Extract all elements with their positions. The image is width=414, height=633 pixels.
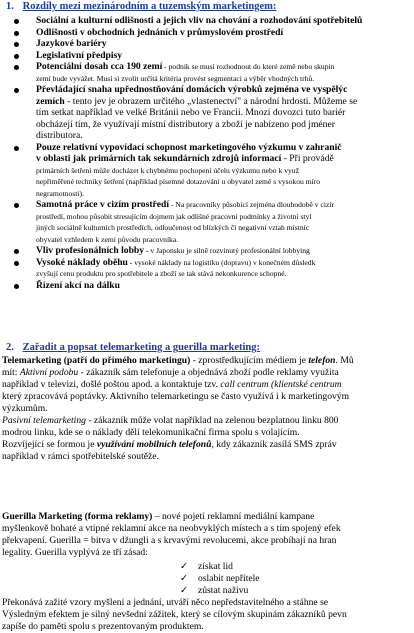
text-line — [36, 188, 414, 200]
section-1-number: 1. — [6, 1, 14, 12]
text-run: - tento jev je obrazem určitého „vlastenectví" a národní hrdosti. Můžeme se — [64, 95, 358, 107]
list-item-text — [36, 245, 414, 257]
text-run: call centrum (klientské centrum — [220, 379, 342, 390]
text-line — [2, 535, 341, 547]
text-line — [36, 280, 414, 292]
text-line — [2, 355, 354, 367]
text-line — [36, 15, 414, 27]
list-item-text — [36, 15, 414, 27]
text-run: legality. Guerilla vyplývá ze tří zásad: — [2, 547, 148, 558]
list-item — [0, 245, 414, 257]
text-run: Odlišnosti v obchodních jednáních v průmyslovém prostředí — [36, 26, 284, 38]
guerilla-paragraph — [2, 511, 341, 559]
text-run: mít: — [2, 367, 20, 378]
text-run: modrou linku, kde se o náklady dělí telekomunikační firma spolu s volajícím. — [2, 427, 300, 438]
list-item-text — [36, 27, 414, 39]
text-run: . Mů — [335, 355, 354, 366]
check-item-label: zůstat naživu — [198, 585, 249, 596]
list-item-text — [36, 38, 414, 50]
text-line — [2, 547, 341, 559]
section-2-title: Zařadit a popsat telemarketing a guerilla marketing: — [22, 342, 261, 353]
text-run: - Na pracovníky působící zejména dlouhodobě v cizír — [169, 200, 334, 209]
bullet-icon — [14, 31, 19, 36]
text-line — [36, 27, 414, 39]
text-line — [2, 597, 347, 609]
list-item — [0, 50, 414, 62]
list-item-text — [36, 84, 414, 142]
text-run: Sociální a kulturní odlišnosti a jejich vliv na chování a rozhodování spotřebitelů — [36, 15, 363, 26]
text-run: primárních šetření může docházet k chybnému pochopení účelu výzkumu nebo k využ — [36, 165, 299, 175]
text-line — [36, 107, 414, 119]
bullet-icon — [14, 146, 19, 151]
bullet-icon — [14, 88, 19, 93]
list-item — [0, 257, 414, 280]
text-line — [36, 84, 414, 96]
text-line — [36, 234, 414, 246]
check-item-label: získat lid — [198, 561, 233, 572]
text-line — [2, 403, 354, 415]
list-item — [0, 38, 414, 50]
telemarketing-paragraphs — [2, 355, 354, 463]
text-run: Guerilla Marketing (forma reklamy) — [2, 511, 153, 522]
text-run: Překonává zažité vzory myšlení a jednání, utváří něco nepředstavitelného a stáhne se — [2, 597, 329, 608]
text-run: nepřiměřené techniky šetření (například písemné dotazování u obyvatel země s vysokou míro — [36, 177, 321, 186]
closing-paragraph — [2, 597, 347, 633]
bullet-icon — [14, 284, 19, 289]
text-run: zapíše do paměti spolu s prezentovaným produktem. — [2, 621, 204, 632]
bullet-icon — [14, 54, 19, 59]
text-line — [36, 119, 414, 131]
text-line — [2, 427, 354, 439]
text-run: obyvatel vzhledem k zemi původu pracovníka. — [36, 234, 179, 244]
text-line — [36, 176, 414, 188]
text-run: Samotná práce v cizím prostředí — [36, 199, 170, 210]
text-line — [36, 38, 414, 50]
text-run: Pasivní telemarketing — [2, 415, 86, 426]
section-1-title: Rozdíly mezi mezinárodním a tuzemským marketingem: — [22, 1, 277, 12]
text-run: v oblasti jak primárních tak sekundárních zdrojů informací — [36, 153, 282, 164]
list-item-text — [36, 280, 414, 292]
text-run: například v rámci spotřebitelské soutěže. — [2, 451, 159, 462]
text-run: Řízení akcí na dálku — [36, 279, 120, 291]
text-run: zemích — [36, 95, 65, 107]
text-line — [36, 257, 414, 269]
bullet-icon — [14, 19, 19, 24]
text-run: - zprostředkujícím médiem je — [190, 355, 309, 366]
text-run: Aktivní podobu — [19, 367, 79, 378]
text-run: výzkumům. — [2, 403, 48, 414]
text-line — [2, 391, 354, 403]
text-run: Legislativní předpisy — [36, 49, 123, 61]
list-item-text — [36, 50, 414, 62]
text-line — [36, 199, 414, 211]
bullet-icon — [14, 261, 19, 266]
text-run: distributora. — [36, 130, 83, 141]
text-line — [2, 415, 354, 427]
list-item — [0, 61, 414, 84]
text-run: obcházejí tím, že využívají místní distributory a zboží je nabízeno pod jméner — [36, 118, 335, 130]
check-item — [180, 573, 260, 585]
check-item-label: oslabit nepřítele — [198, 573, 260, 584]
text-line — [36, 50, 414, 62]
text-line — [2, 523, 341, 535]
text-run: Vysoké náklady oběhu — [36, 256, 128, 268]
bullet-icon — [14, 42, 19, 47]
text-run: – nové pojetí reklamní mediální kampane — [152, 511, 315, 522]
list-item — [0, 84, 414, 142]
text-run: Pouze relativní vypovídací schopnost marketingového výzkumu v zahranič — [36, 141, 342, 153]
text-run: Potenciální dosah cca 190 zemí — [36, 61, 163, 72]
text-run: Telemarketing (patří do přímého marketingu) — [2, 355, 191, 366]
text-line — [36, 142, 414, 154]
text-run: Výsledným efektem je silný nevšední zážitek, který se cílovým skupinám zákazníků pevn — [2, 609, 347, 620]
text-line — [2, 511, 341, 523]
list-item — [0, 280, 414, 292]
bullet-icon — [14, 203, 19, 208]
list-item — [0, 199, 414, 245]
text-line — [36, 130, 414, 142]
text-run: tím setkat například ve velké Británii nebo ve Francii. Mnozí dovozci tuto bariér — [36, 107, 346, 118]
text-run: - podnik se musí rozhodnout do které země nebo skupin — [162, 62, 335, 71]
text-run: prostředí, mohou působit stresujícím dojmem jak odlišné pracovní podmínky a životní styl — [36, 211, 312, 221]
list-item-text — [36, 257, 414, 280]
text-run: jiných sociálně kulturních prostředích, odloučenost od blízkých či negativní vztah místníc — [36, 223, 310, 232]
text-line — [36, 96, 414, 108]
text-line — [36, 165, 414, 177]
check-item — [180, 585, 260, 597]
section-2-number: 2. — [6, 342, 14, 353]
list-item — [0, 15, 414, 27]
text-run: Převládající snaha upřednostňování domácích výrobků zejména ve vyspělýc — [36, 84, 348, 95]
text-line — [36, 222, 414, 234]
text-line — [2, 451, 354, 463]
text-run: Vliv profesionálních lobby — [36, 245, 145, 256]
differences-bullet-list — [0, 15, 414, 291]
text-run: - vysoké náklady na logistiku (dopravu) v konečném důsledk — [127, 257, 316, 267]
text-line — [36, 268, 414, 280]
text-run: zemí bude vyvážet. Musí si zvolit určitá kritéria provést segmentaci a výběr vhodných trhů. — [36, 73, 315, 83]
text-line — [2, 439, 354, 451]
guerilla-principles-list — [180, 561, 260, 597]
text-line — [36, 245, 414, 257]
text-run: využívání mobilních telefonů — [96, 439, 212, 450]
text-run: negramotnosti). — [36, 188, 84, 198]
text-run: Jazykové bariéry — [36, 38, 107, 49]
text-run: - zákazník sám telefonuje a objednává zboží podle reklamy využita — [78, 367, 339, 378]
text-line — [2, 367, 354, 379]
text-run: - zákazník může volat například na zelenou bezplatnou linku 800 — [85, 415, 339, 426]
text-line — [2, 609, 347, 621]
text-line — [36, 153, 414, 165]
text-run: který zpracovává poptávky. Aktivního telemarketingu se často využívá i k marketingovým — [2, 391, 350, 402]
text-run: překvapení. Guerilla = bitva v džungli a s krvavými revolucemi, akce probíhají na hran — [2, 535, 337, 546]
bullet-icon — [14, 249, 19, 254]
text-run: Rozvíjející se formou je — [2, 439, 97, 450]
list-item-text — [36, 142, 414, 200]
text-line — [2, 621, 347, 633]
list-item — [0, 142, 414, 200]
text-run: například v televizi, došlé poštou apod. a kontaktuje tzv. — [2, 379, 221, 390]
list-item-text — [36, 61, 414, 84]
text-line — [36, 61, 414, 73]
text-run: zvyšují cenu produktu pro spotřebitele a zboží se tak stává nekonkurence schopné. — [36, 269, 287, 278]
check-item — [180, 561, 260, 573]
text-run: - v Japonsku je silně rozvinutý profesionální lobbying — [144, 246, 310, 255]
checkmark-icon: ✓ — [180, 561, 189, 572]
list-item — [0, 27, 414, 39]
text-run: - Při provádě — [281, 153, 334, 164]
checkmark-icon: ✓ — [180, 573, 189, 584]
bullet-icon — [14, 65, 19, 70]
list-item-text — [36, 199, 414, 245]
text-run: , kdy zákazník zasílá SMS zpráv — [211, 439, 337, 450]
section-1-heading — [0, 1, 276, 12]
text-line — [36, 73, 414, 85]
text-line — [36, 211, 414, 223]
section-2-heading — [0, 342, 260, 353]
text-run: telefon — [308, 355, 336, 366]
text-run: myšlenkově bohaté a vtipné reklamní akce na neobvyklých místech a s tím spojený efek — [2, 523, 341, 534]
checkmark-icon: ✓ — [180, 585, 189, 596]
text-line — [2, 379, 354, 391]
